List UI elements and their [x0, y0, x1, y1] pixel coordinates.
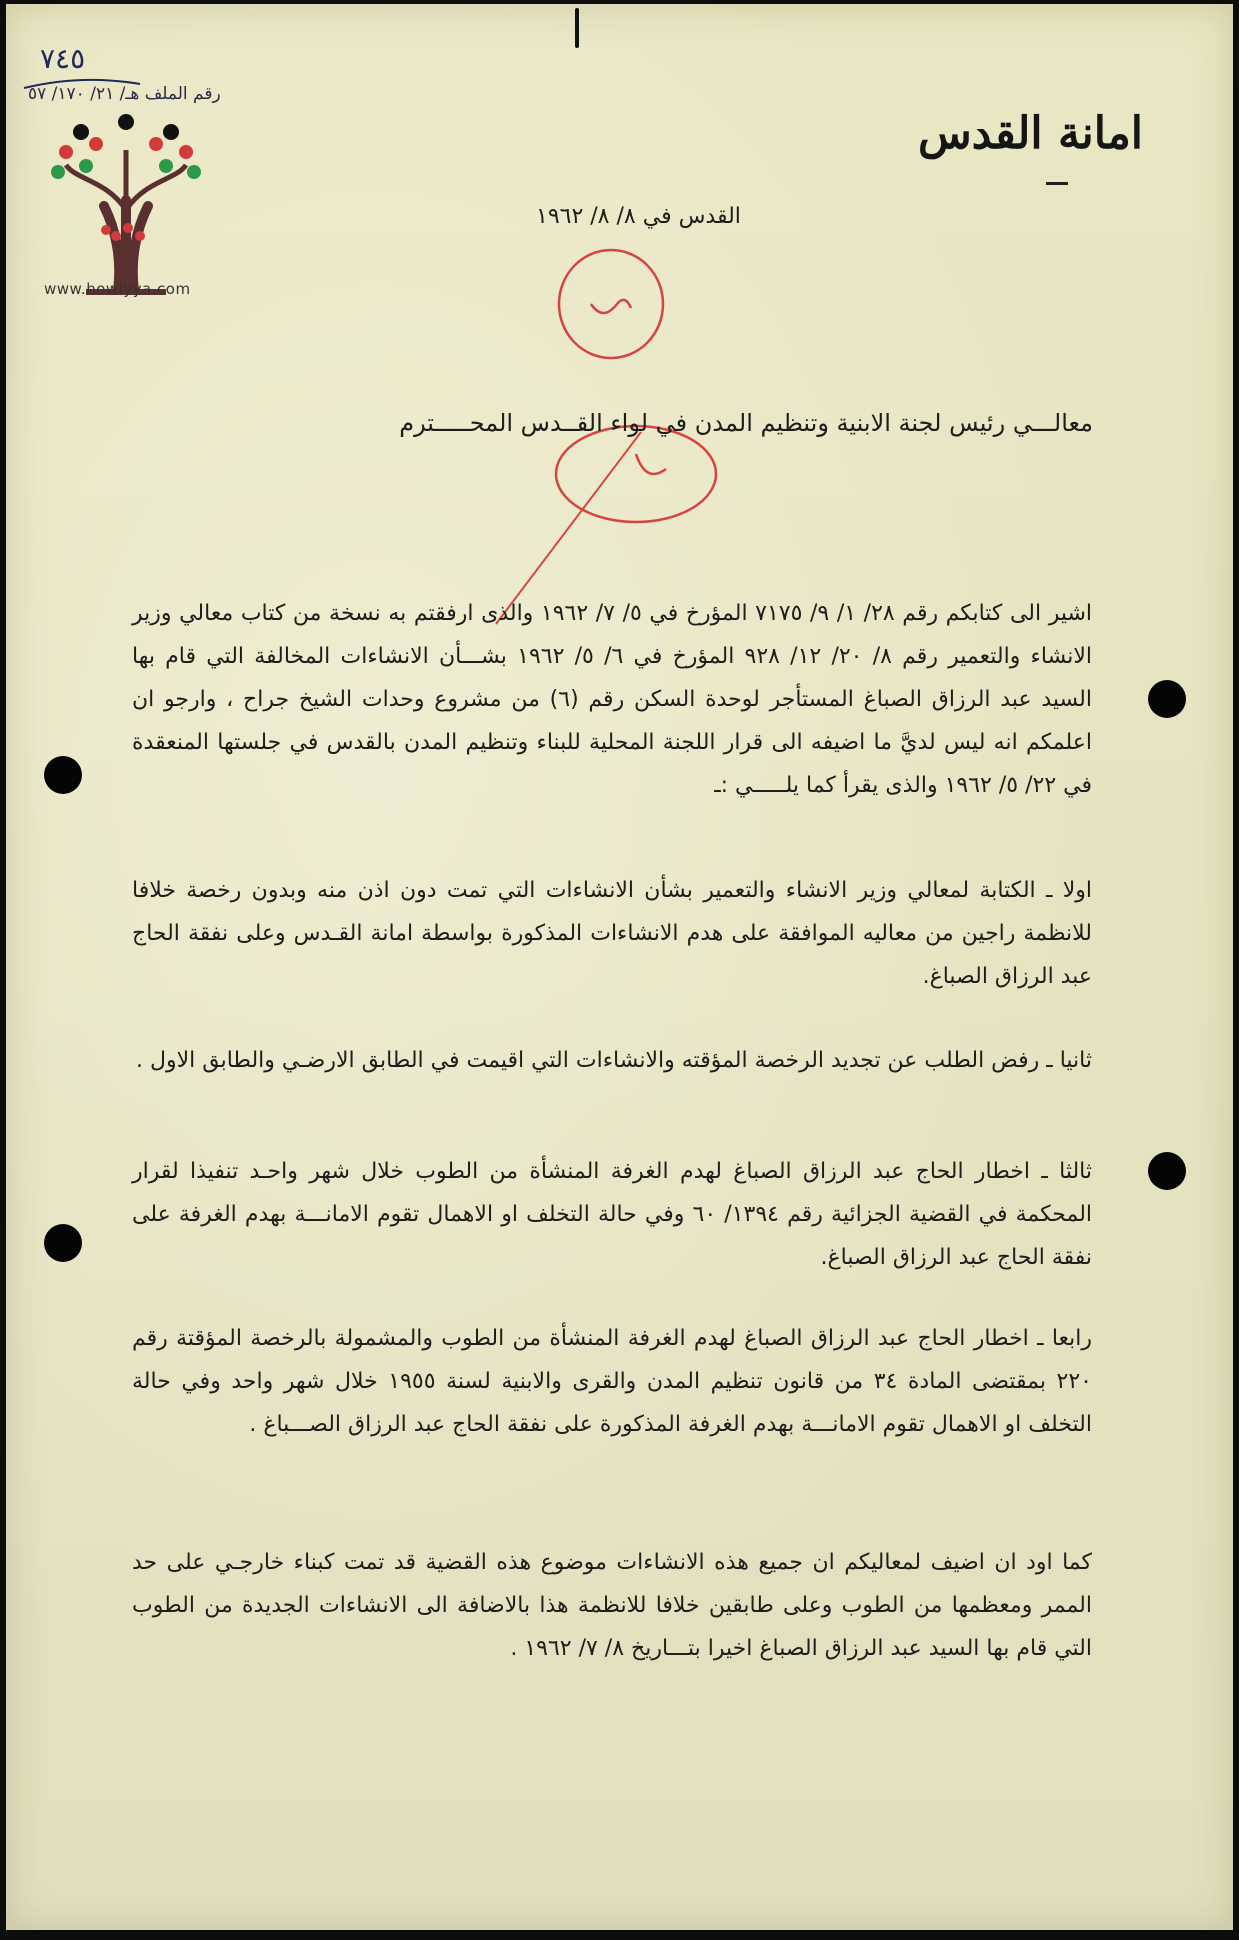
red-circle-mark-icon [551, 244, 671, 364]
date-line: القدس في ٨/ ٨/ ١٩٦٢ [536, 204, 741, 229]
punch-hole [44, 756, 82, 794]
punch-hole [44, 1224, 82, 1262]
paragraph-third-item: ثالثا ـ اخطار الحاج عبد الرزاق الصباغ لهدم الغرفة المنشأة من الطوب خلال شهر واحـد تنفيذا لقرار المحكمة في القضية الجزائية رقم ١٣٩٤/ ٦٠ وفي حالة التخلف او الاهمال تقوم الامانـــة بهدم الغرفة على نفقة الحاج عبد الرزاق الصباغ. [132, 1159, 1093, 1270]
letterhead-title: امانة القدس [917, 108, 1143, 159]
paragraph-closing: كما اود ان اضيف لمعاليكم ان جميع هذه الانشاءات موضوع هذه القضية قد تمت كبناء خارجـي على حد الممر ومعظمها من الطوب وعلى طابقين خلافا للانظمة هذا بالاضافة الى الانشاءات الجديدة من الطوب التي قام بها السيد عبد الرزاق الصباغ اخيرا بتـــاريخ ٨/ ٧/ ١٩٦٢ . [132, 1550, 1092, 1661]
punch-hole [1148, 680, 1186, 718]
handwritten-file-number: ٧٤٥ [40, 42, 86, 75]
paragraph-second-item: ثانيا ـ رفض الطلب عن تجديد الرخصة المؤقته والانشاءات التي اقيمت في الطابق الارضـي والطابق الاول . [135, 1048, 1092, 1073]
paragraph-intro: اشير الى كتابكم رقم ٢٨/ ١/ ٩/ ٧١٧٥ المؤرخ في ٥/ ٧/ ١٩٦٢ والذى ارفقتم به نسخة من كتاب معالي وزير الانشاء والتعمير رقم ٨/ ٢٠/ ١٢/ ٩٢٨ المؤرخ في ٦/ ٥/ ١٩٦٢ بشـــأن الانشاءات المخالفة التي قام بها السيد عبد الرزاق الصباغ المستأجر لوحدة السكن رقم (٦) من مشروع وحدات الشيخ جراح ، وارجو ان اعلمكم انه ليس لديَّ ما اضيفه الى قرار اللجنة المحلية للبناء وتنظيم المدن بالقدس في جلستها المنعقدة في ٢٢/ ٥/ ١٩٦٢ والذى يقرأ كما يلـــــي :ـ [132, 601, 1093, 798]
document-page [6, 4, 1233, 1930]
watermark-url: www.howiyya.com [44, 280, 191, 298]
punch-mark-top [575, 8, 579, 48]
letterhead-dash [1046, 182, 1068, 185]
file-reference: رقم الملف هـ/ ٢١/ ١٧٠/ ٥٧ [28, 84, 221, 104]
addressee-line: معالـــي رئيس لجنة الابنية وتنظيم المدن في لواء القــدس المحـــــترم [399, 409, 1093, 437]
howiyya-logo-icon [36, 110, 216, 300]
punch-hole [1148, 1152, 1186, 1190]
paragraph-first-item: اولا ـ الكتابة لمعالي وزير الانشاء والتعمير بشأن الانشاءات التي تمت دون اذن منه وبدون رخصة خلافا للانظمة راجين من معاليه الموافقة على هدم الانشاءات المذكورة بواسطة امانة القـدس وعلى نفقة الحاج عبد الرزاق الصباغ. [132, 878, 1092, 989]
paragraph-fourth-item: رابعا ـ اخطار الحاج عبد الرزاق الصباغ لهدم الغرفة المنشأة من الطوب والمشمولة بالرخصة المؤقتة رقم ٢٢٠ بمقتضى المادة ٣٤ من قانون تنظيم المدن والقرى والابنية لسنة ١٩٥٥ خلال شهر واحد وفي حالة التخلف او الاهمال تقوم الامانـــة بهدم الغرفة المذكورة على نفقة الحاج عبد الرزاق الصـــباغ . [132, 1326, 1092, 1437]
